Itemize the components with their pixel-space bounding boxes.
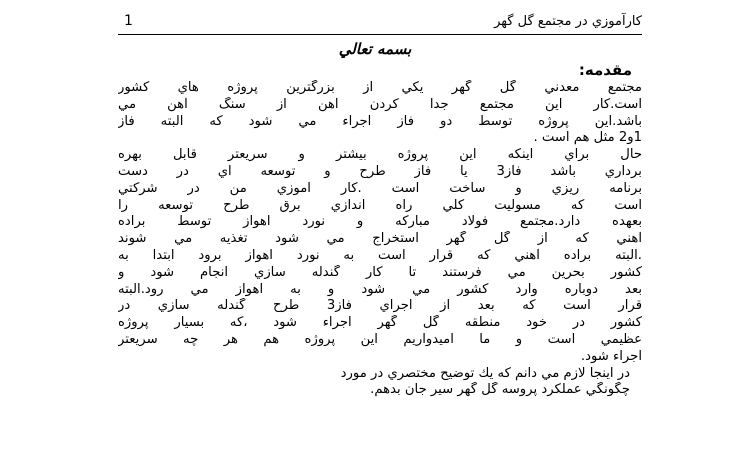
body-line: باشد.اين پروژه توسط دو فاز اجراء مي شود كه البته فاز: [118, 113, 642, 129]
body-text: [118, 80, 642, 399]
body-line: چگونگي عملكرد پروسه گل گهر سير جان بدهم.: [370, 382, 630, 398]
body-line: عظيمي است و ما اميدواريم اين پروژه هم هر چه سريعتر: [118, 331, 642, 347]
body-line: كشور در خود منطقه گل گهر اجراء شود ،كه بسيار پروژه: [118, 315, 642, 331]
body-line: برداري باشد فاز3 يا فاز طرح و توسعه اي در دست: [118, 163, 642, 179]
body-line: بعد دوباره وارد كشور مي شود و به اهواز مي رود.البته: [118, 281, 642, 297]
body-line: 1و2 مثل هم است .: [533, 130, 642, 146]
body-line: در اينجا لازم مي دانم كه يك توضيح مختصري در مورد: [340, 365, 630, 381]
body-line: .البته براده آهني كه قرار است به نورد اهواز برود ابتدا به: [118, 247, 642, 263]
body-line: اجراء شود.: [580, 348, 642, 364]
header-title: کارآموزي در مجتمع گل گهر: [494, 14, 642, 29]
body-line: مجتمع معدني گل گهر يكي از بزرگترين پروژه هاي كشور: [118, 80, 642, 95]
body-line: آهني كه از گل گهر استخراج مي شود تغذيه مي شوند: [118, 231, 642, 247]
body-line: قرار است كه بعد از اجراي فاز3 طرح گندله سازي در: [118, 298, 642, 314]
page-header: [118, 10, 642, 35]
page-number: 1: [124, 13, 133, 29]
body-line: بعهده دارد.مجتمع فولاد مباركه و نورد اهواز توسط براده: [118, 214, 642, 230]
body-line: حال براي اينكه اين پروژه بيشتر و سريعتر قابل بهره: [118, 147, 642, 163]
body-line: است كه مسوليت كلي راه اندازي برق طرح توسعه را: [118, 197, 642, 213]
bismillah-heading: بسمه تعالي: [338, 40, 412, 58]
body-line: كشور بحرين مي فرستند تا كار گندله سازي انجام شود و: [118, 264, 642, 280]
body-line: است.كار اين مجتمع جدا كردن آهن از سنگ آهن مي: [118, 96, 642, 112]
section-heading-introduction: مقدمه:: [578, 61, 632, 79]
body-line: برنامه ريزي و ساخت است .كار آموزي من در شركتي: [118, 180, 642, 196]
